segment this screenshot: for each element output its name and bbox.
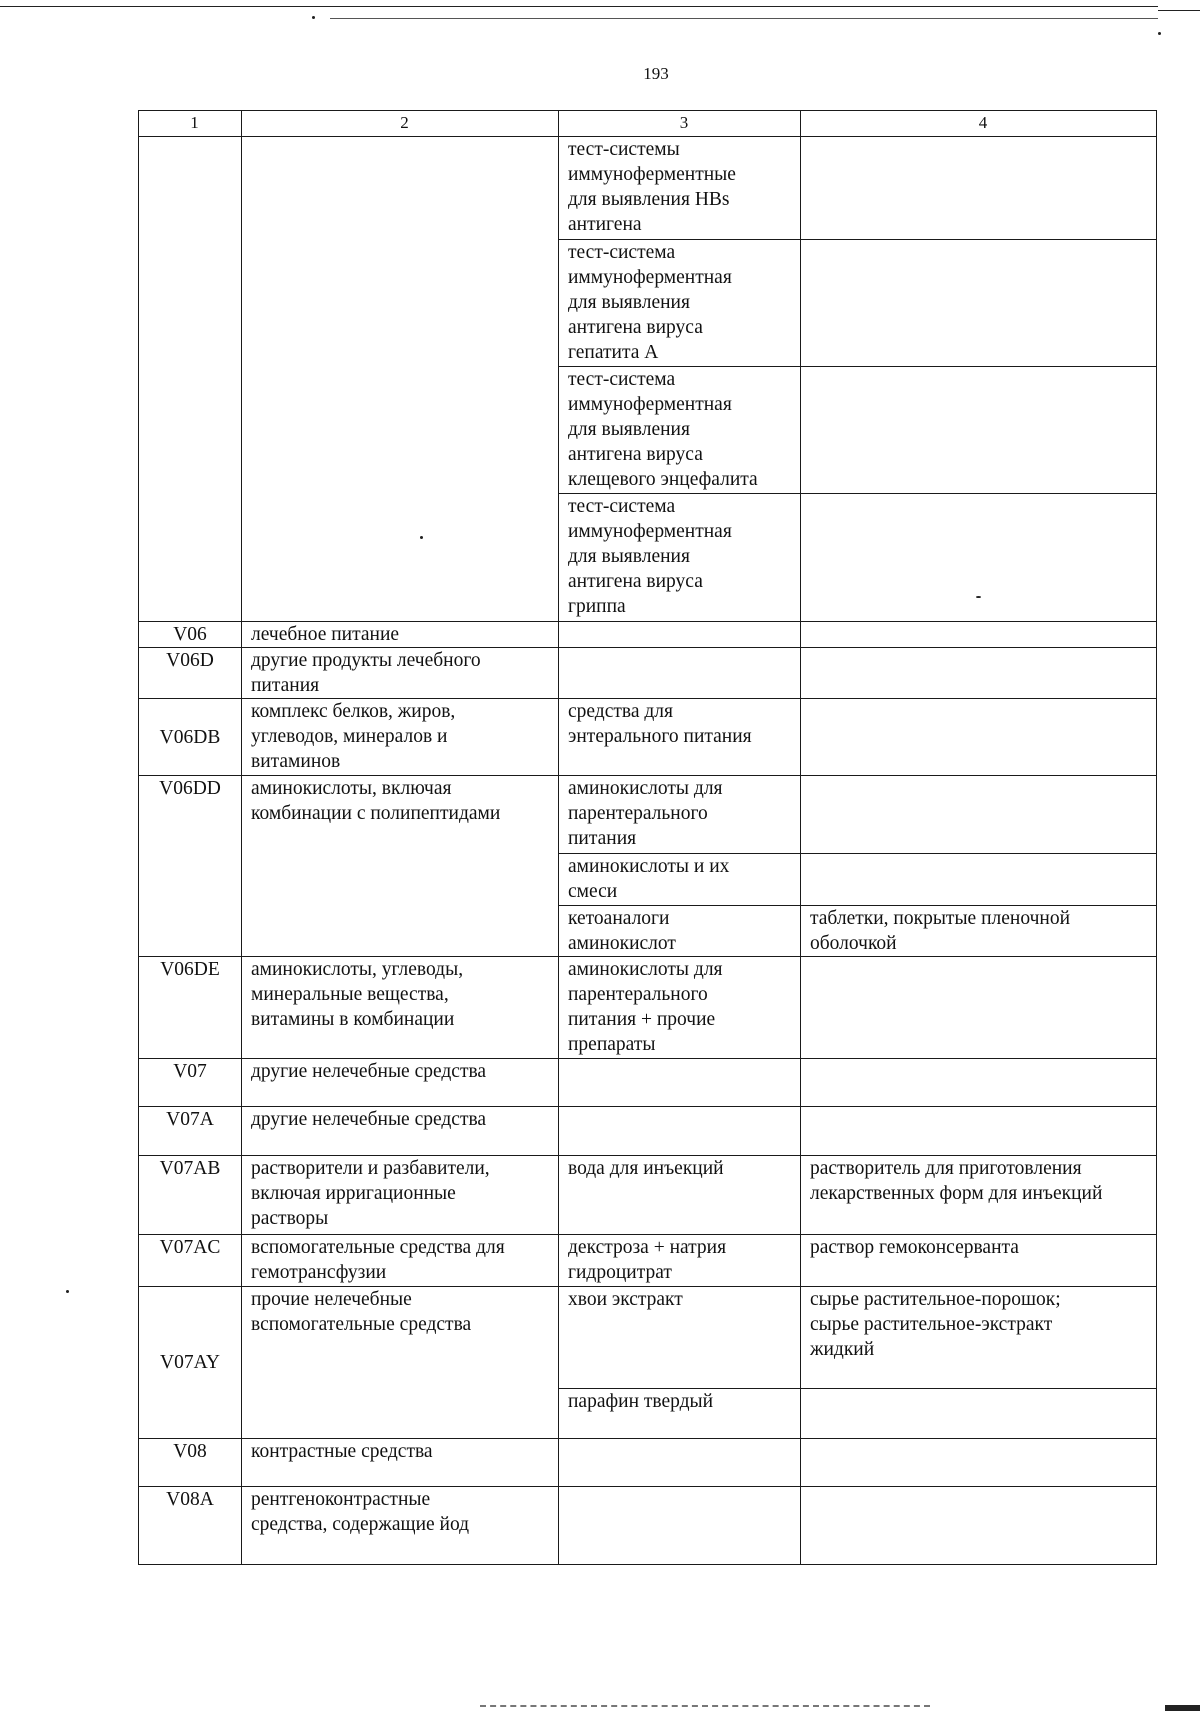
form-cell [801, 1487, 1157, 1565]
preparation-cell: хвои экстракт [559, 1287, 801, 1389]
form-cell: раствор гемоконсерванта [801, 1235, 1157, 1287]
code-cell: V06 [139, 622, 242, 648]
table-row [139, 622, 1157, 648]
table-row [139, 1439, 1157, 1487]
group-name-cell: рентгеноконтрастные средства, содержащие йод [242, 1487, 559, 1565]
group-name-cell: другие продукты лечебного питания [242, 648, 559, 699]
preparation-cell: аминокислоты для парентерального питания + прочие препараты [559, 957, 801, 1059]
scan-speck [312, 16, 315, 19]
form-cell [801, 1439, 1157, 1487]
form-cell [801, 854, 1157, 906]
preparation-cell: аминокислоты для парентерального питания [559, 776, 801, 854]
header-cell: 2 [242, 111, 559, 137]
preparation-cell [559, 1439, 801, 1487]
group-name-cell: другие нелечебные средства [242, 1107, 559, 1156]
group-name-cell: другие нелечебные средства [242, 1059, 559, 1107]
form-cell [801, 137, 1157, 240]
preparation-cell [559, 1107, 801, 1156]
scan-artifact-line [0, 6, 1158, 7]
form-cell: сырье растительное-порошок; сырье растительное-экстракт жидкий [801, 1287, 1157, 1389]
form-cell [801, 776, 1157, 854]
header-cell: 4 [801, 111, 1157, 137]
group-name-cell: аминокислоты, включая комбинации с полипептидами [242, 776, 559, 957]
code-cell: V06DB [139, 699, 242, 776]
scan-artifact-bar [1165, 1705, 1200, 1711]
form-cell [801, 367, 1157, 494]
form-cell [801, 622, 1157, 648]
form-cell [801, 957, 1157, 1059]
table-row [139, 1059, 1157, 1107]
form-cell [801, 1107, 1157, 1156]
form-cell [801, 648, 1157, 699]
preparation-cell: вода для инъекций [559, 1156, 801, 1235]
table-row [139, 699, 1157, 776]
scan-speck [66, 1290, 69, 1293]
form-cell [801, 1389, 1157, 1439]
preparation-cell: тест-система иммуноферментная для выявления антигена вируса гриппа [559, 494, 801, 622]
scan-artifact-corner [1158, 0, 1200, 11]
code-cell: V07AB [139, 1156, 242, 1235]
preparation-cell: тест-система иммуноферментная для выявления антигена вируса клещевого энцефалита [559, 367, 801, 494]
preparation-cell [559, 622, 801, 648]
group-name-cell: растворители и разбавители, включая ирригационные растворы [242, 1156, 559, 1235]
preparation-cell: средства для энтерального питания [559, 699, 801, 776]
group-name-cell: прочие нелечебные вспомогательные средства [242, 1287, 559, 1439]
code-cell: V08A [139, 1487, 242, 1565]
table-row [139, 1156, 1157, 1235]
preparation-cell: аминокислоты и их смеси [559, 854, 801, 906]
code-cell: V07A [139, 1107, 242, 1156]
form-cell: таблетки, покрытые пленочной оболочкой [801, 906, 1157, 957]
scan-speck [1158, 32, 1161, 35]
drug-classification-table [138, 110, 1157, 1565]
preparation-cell [559, 1059, 801, 1107]
preparation-cell [559, 648, 801, 699]
code-cell: V07AC [139, 1235, 242, 1287]
group-name-cell [242, 137, 559, 622]
code-cell: V06DD [139, 776, 242, 957]
scan-artifact-line [330, 18, 1158, 19]
code-cell: V08 [139, 1439, 242, 1487]
preparation-cell: декстроза + натрия гидроцитрат [559, 1235, 801, 1287]
form-cell [801, 1059, 1157, 1107]
form-cell [801, 699, 1157, 776]
table-row [139, 137, 1157, 240]
group-name-cell: комплекс белков, жиров, углеводов, минералов и витаминов [242, 699, 559, 776]
form-cell [801, 494, 1157, 622]
code-cell: V06DE [139, 957, 242, 1059]
header-cell: 1 [139, 111, 242, 137]
group-name-cell: лечебное питание [242, 622, 559, 648]
table-row [139, 1287, 1157, 1389]
form-cell [801, 240, 1157, 367]
table-row [139, 648, 1157, 699]
preparation-cell: тест-системы иммуноферментные для выявления HBs антигена [559, 137, 801, 240]
code-cell: V07AY [139, 1287, 242, 1439]
table-row [139, 776, 1157, 854]
preparation-cell [559, 1487, 801, 1565]
table-row [139, 1235, 1157, 1287]
table-row [139, 1107, 1157, 1156]
preparation-cell: кетоаналоги аминокислот [559, 906, 801, 957]
group-name-cell: контрастные средства [242, 1439, 559, 1487]
preparation-cell: тест-система иммуноферментная для выявления антигена вируса гепатита А [559, 240, 801, 367]
table-row [139, 1487, 1157, 1565]
table-header-row [139, 111, 1157, 137]
table-row [139, 957, 1157, 1059]
group-name-cell: аминокислоты, углеводы, минеральные вещества, витамины в комбинации [242, 957, 559, 1059]
group-name-cell: вспомогательные средства для гемотрансфузии [242, 1235, 559, 1287]
code-cell: V07 [139, 1059, 242, 1107]
code-cell [139, 137, 242, 622]
scan-artifact-line [480, 1705, 930, 1707]
preparation-cell: парафин твердый [559, 1389, 801, 1439]
page-number: 193 [643, 64, 669, 83]
code-cell: V06D [139, 648, 242, 699]
header-cell: 3 [559, 111, 801, 137]
form-cell: растворитель для приготовления лекарственных форм для инъекций [801, 1156, 1157, 1235]
